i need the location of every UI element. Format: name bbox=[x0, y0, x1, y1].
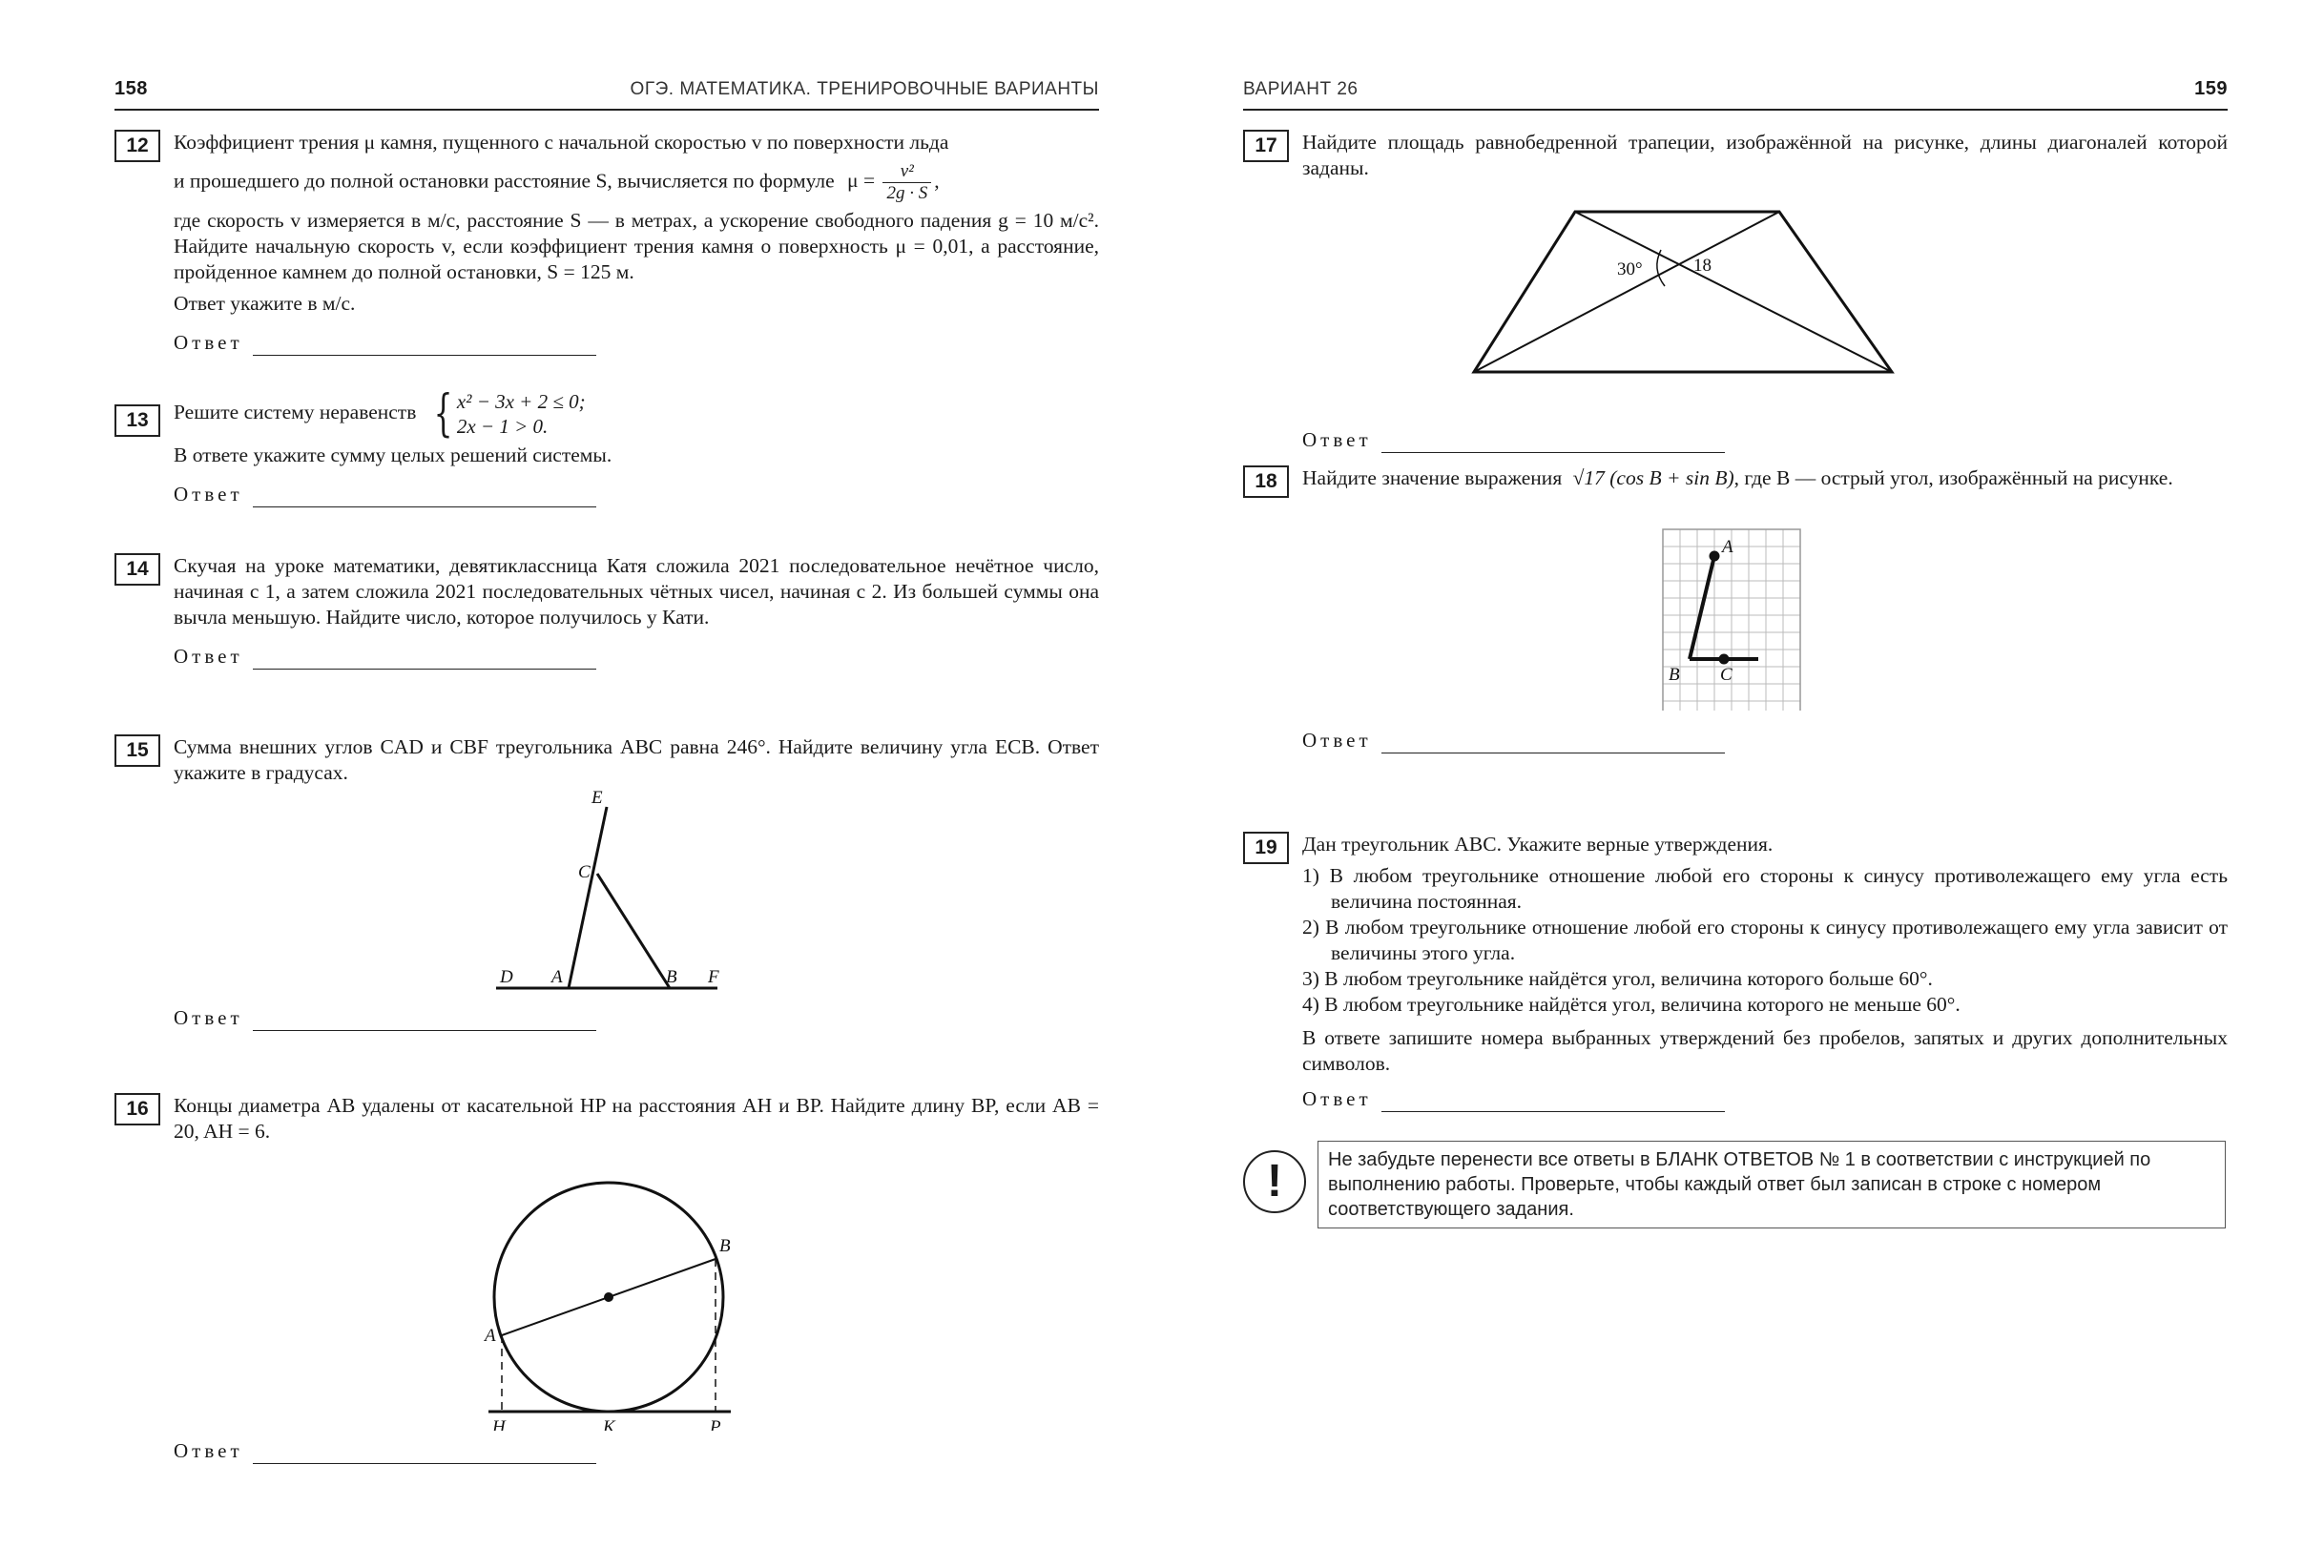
figure-triangle-exterior-angles bbox=[174, 786, 1099, 1005]
answer-label: Ответ bbox=[174, 645, 243, 668]
answer-field[interactable] bbox=[1302, 728, 2228, 753]
answer-field[interactable] bbox=[174, 330, 1099, 356]
task-number: 14 bbox=[114, 553, 160, 586]
statement-item: 2) В любом треугольнике отношение любой его стороны к синусу противолежащего ему угла зависит от величины этого угла. bbox=[1302, 916, 2228, 964]
task-16 bbox=[114, 1093, 1099, 1464]
answer-line[interactable] bbox=[253, 1444, 596, 1464]
answer-line[interactable] bbox=[1381, 1092, 1725, 1112]
answer-field[interactable] bbox=[174, 1005, 1099, 1031]
label-k: K bbox=[603, 1417, 615, 1431]
task-text-system bbox=[174, 385, 1099, 443]
brace-icon: { bbox=[433, 385, 453, 443]
side-cb bbox=[597, 874, 670, 988]
label-h: H bbox=[492, 1417, 506, 1431]
task-number: 16 bbox=[114, 1093, 160, 1125]
point-a bbox=[1710, 551, 1720, 562]
label-a: A bbox=[551, 967, 563, 987]
trapezoid bbox=[1474, 212, 1892, 372]
formula-fraction bbox=[882, 161, 931, 204]
inequality-2: 2x − 1 > 0. bbox=[456, 415, 549, 438]
task-number: 17 bbox=[1243, 130, 1289, 162]
running-head-right bbox=[1243, 76, 2228, 111]
statement-item: 4) В любом треугольнике найдётся угол, величина которого не меньше 60°. bbox=[1302, 993, 1961, 1016]
center-point bbox=[604, 1292, 613, 1302]
answer-label: Ответ bbox=[1302, 1087, 1372, 1110]
task-number: 13 bbox=[114, 404, 160, 437]
answer-field[interactable] bbox=[1302, 1086, 2228, 1112]
answer-field[interactable] bbox=[174, 1438, 1099, 1464]
answer-line[interactable] bbox=[253, 487, 596, 507]
task-text: В ответе укажите сумму целых решений системы. bbox=[174, 444, 612, 466]
point-c bbox=[1719, 654, 1730, 665]
inequality-1: x² − 3x + 2 ≤ 0; bbox=[456, 390, 586, 413]
running-title: ОГЭ. МАТЕМАТИКА. ТРЕНИРОВОЧНЫЕ ВАРИАНТЫ bbox=[630, 79, 1099, 99]
answer-line[interactable] bbox=[253, 1011, 596, 1031]
answer-line[interactable] bbox=[253, 650, 596, 670]
answer-line[interactable] bbox=[253, 336, 596, 356]
answer-line[interactable] bbox=[1381, 733, 1725, 753]
statement-list bbox=[1302, 863, 2228, 1018]
formula-numerator: v² bbox=[882, 161, 931, 183]
task-number: 18 bbox=[1243, 465, 1289, 498]
ray-ba bbox=[1690, 556, 1714, 659]
task-number: 12 bbox=[114, 130, 160, 162]
task-15 bbox=[114, 734, 1099, 1031]
answer-label: Ответ bbox=[174, 483, 243, 505]
task-text: Скучая на уроке математики, девятиклассница Катя сложила 2021 последовательное нечётное число, начиная с 1, а затем сложила 2021 последовательных чётных чисел, начиная с 2. Из большей суммы она вычла меньшую. Найдите число, которое получилось у Кати. bbox=[174, 554, 1099, 629]
formula-tail: , bbox=[934, 169, 940, 193]
answer-label: Ответ bbox=[174, 1439, 243, 1462]
diagonal-length-label: 18 bbox=[1693, 256, 1712, 276]
task-13 bbox=[114, 385, 1099, 507]
figure-grid-angle bbox=[1302, 491, 2228, 711]
task-text: Найдите площадь равнобедренной трапеции, изображённой на рисунке, длины диагоналей которой заданы. bbox=[1302, 131, 2228, 179]
task-text: , где B — острый угол, изображённый на рисунке. bbox=[1733, 466, 2173, 489]
statement-item: 1) В любом треугольнике отношение любой его стороны к синусу противолежащего ему угла есть величина постоянная. bbox=[1302, 864, 2228, 913]
label-b: B bbox=[1669, 665, 1680, 685]
task-number: 15 bbox=[114, 734, 160, 767]
line-ae bbox=[569, 807, 607, 988]
right-page bbox=[1162, 0, 2324, 1568]
answer-field[interactable] bbox=[1302, 427, 2228, 453]
task-19 bbox=[1243, 832, 2228, 1112]
task-text: Решите систему неравенств bbox=[174, 400, 417, 423]
task-12 bbox=[114, 130, 1099, 356]
task-text: Найдите значение выражения bbox=[1302, 466, 1563, 489]
task-text: Сумма внешних углов CAD и CBF треугольника ABC равна 246°. Найдите величину угла ECB. Ответ укажите в градусах. bbox=[174, 735, 1099, 784]
formula-lhs: μ = bbox=[847, 169, 876, 193]
task-text: где скорость v измеряется в м/с, расстояние S — в метрах, а ускорение свободного падения g = 10 м/с². Найдите начальную скорость v, если коэффициент трения камня о поверхность μ = 0,01, а расстояние, пройденное камнем до полной остановки, S = 125 м. bbox=[174, 209, 1099, 283]
label-f: F bbox=[708, 967, 719, 987]
label-a: A bbox=[1722, 537, 1733, 557]
page-number: 159 bbox=[2194, 78, 2228, 99]
task-text: Коэффициент трения μ камня, пущенного с начальной скоростью v по поверхности льда bbox=[174, 131, 949, 154]
task-18 bbox=[1243, 465, 2228, 753]
answer-label: Ответ bbox=[1302, 428, 1372, 451]
task-text-expression bbox=[1302, 465, 2228, 491]
task-text: Концы диаметра AB удалены от касательной HP на расстояния AH и BP. Найдите длину BP, если AB = 20, AH = 6. bbox=[174, 1094, 1099, 1143]
task-text: Дан треугольник ABC. Укажите верные утверждения. bbox=[1302, 833, 1774, 856]
formula-denominator: 2g · S bbox=[886, 183, 928, 203]
label-b: B bbox=[719, 1236, 731, 1256]
exclamation-icon: ! bbox=[1243, 1150, 1306, 1213]
running-head-left bbox=[114, 76, 1099, 111]
page-number: 158 bbox=[114, 78, 148, 99]
label-d: D bbox=[500, 967, 513, 987]
label-a: A bbox=[485, 1326, 496, 1346]
task-text: В ответе запишите номера выбранных утверждений без пробелов, запятых и других дополнительных символов. bbox=[1302, 1026, 2228, 1075]
answer-label: Ответ bbox=[174, 331, 243, 354]
reminder-notice bbox=[1243, 1141, 2228, 1227]
answer-line[interactable] bbox=[1381, 433, 1725, 453]
task-text-formula-line bbox=[174, 161, 1099, 204]
answer-label: Ответ bbox=[1302, 729, 1372, 752]
label-b: B bbox=[666, 967, 677, 987]
statement-item: 3) В любом треугольнике найдётся угол, величина которого больше 60°. bbox=[1302, 967, 1933, 990]
expression: √17 (cos B + sin B) bbox=[1572, 466, 1734, 489]
task-number: 19 bbox=[1243, 832, 1289, 864]
label-c: C bbox=[1720, 665, 1733, 685]
label-e: E bbox=[591, 788, 603, 808]
task-text: и прошедшего до полной остановки расстояние S, вычисляется по формуле bbox=[174, 169, 835, 193]
answer-field[interactable] bbox=[174, 644, 1099, 670]
angle-label: 30° bbox=[1617, 259, 1643, 279]
label-p: P bbox=[710, 1417, 721, 1431]
answer-field[interactable] bbox=[174, 482, 1099, 507]
task-text: Ответ укажите в м/с. bbox=[174, 292, 356, 315]
inequality-system bbox=[427, 385, 586, 443]
running-title: ВАРИАНТ 26 bbox=[1243, 79, 1359, 99]
reminder-text: Не забудьте перенести все ответы в БЛАНК ОТВЕТОВ № 1 в соответствии с инструкцией по выполнению работы. Проверьте, чтобы каждый ответ был записан в строке с номером соответствующего задания. bbox=[1318, 1141, 2226, 1228]
figure-circle-tangent bbox=[174, 1145, 1099, 1431]
label-c: C bbox=[578, 862, 591, 882]
figure-trapezoid bbox=[1302, 181, 2228, 420]
answer-label: Ответ bbox=[174, 1006, 243, 1029]
task-14 bbox=[114, 553, 1099, 670]
task-17 bbox=[1243, 130, 2228, 453]
